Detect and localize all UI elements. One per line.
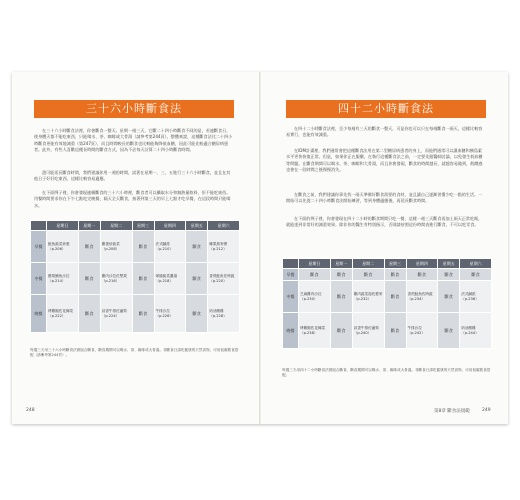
table-header: 星期三 — [384, 259, 406, 269]
table-header: 星期五 — [438, 259, 460, 269]
right-paragraph-1: 在四十二小時斷食法裡，至少每週有三天的斷食一整天，可是你也可以只在每週斷食一兩天，這樣比較容易實行，也能有效減重。 — [286, 126, 483, 138]
table-cell: 斷食 — [186, 231, 208, 263]
left-page-number: 248 — [26, 408, 35, 413]
table-cell: 斷食 — [352, 269, 384, 281]
book-gutter — [259, 72, 261, 424]
left-page — [12, 72, 256, 424]
table-row — [283, 281, 492, 313]
table-header: 星期六 — [460, 259, 492, 269]
table-row — [283, 313, 492, 349]
table-cell: 牛排沙拉（p.226） — [154, 295, 186, 333]
right-running-head: 第8章 斷食法規範 — [434, 409, 470, 414]
left-schedule-table — [30, 220, 240, 333]
table-cell: 奶油燉雞（p.228） — [208, 295, 240, 333]
table-cell: 斷食 — [330, 313, 352, 349]
table-cell: 斷食 — [460, 269, 492, 281]
table-header — [31, 221, 47, 231]
right-table-note: 每週三天用四十二小時斷食法做組合斷食，斷食期間可以喝水、茶、咖啡或大骨湯。非斷食日請吃健康的天然食物，可用低碳飲食搭配。 — [282, 368, 491, 378]
table-cell: 翠綠蔬菜濃湯（p.218） — [154, 263, 186, 295]
table-cell: 斷食 — [186, 295, 208, 333]
left-paragraph-3: 在下面例子裡，你會發現連續斷食的三十六小時裡，斷食者可以攝取水分和無熱量飲料，但不能吃東西。用餐時間要求你在下午七點吃完晚餐，隔天全天斷食，接著到第三天的早上七點才吃早餐，在這段時間只能喝水。 — [34, 190, 231, 208]
table-cell: 斷食 — [78, 295, 100, 333]
table-cell: 鮭魚蔬菜炒蛋（p.206） — [47, 231, 79, 263]
table-cell: 雞肉沙拉佐堅果（p.216） — [100, 263, 132, 295]
table-header: 星期四 — [154, 221, 186, 231]
right-title-banner: 四十二小時斷食法 — [286, 100, 486, 118]
table-header-row — [283, 259, 492, 269]
right-paragraph-2: 在IDM計畫裡，我們通常會把這種斷食法用在第二型糖尿病患者的身上，而他們通常可以讓血糖和胰島素水平更快恢復正常。但是，如果你正在服藥，在執行這種斷食法之前，一定要先跟醫師討論，以免發生低血糖等問題。在斷食期間可以喝水、茶、咖啡和大骨湯，而且你會發現，斷食的時間越長，就越容易做到，飢餓感也會在一段時間之後慢慢消失。 — [286, 148, 483, 173]
table-header: 星期三 — [132, 221, 154, 231]
table-header: 星期日 — [299, 259, 331, 269]
left-table-note: 每週三天用三十六小時斷食法做組合斷食，斷食期間可以喝水、茶、咖啡或大骨湯。非斷食日請吃健康的天然食物，可用低碳飲食搭配（請參考第244頁）。 — [30, 348, 239, 358]
table-header: 星期一 — [330, 259, 352, 269]
table-cell: 斷食 — [132, 231, 154, 263]
book-spread — [12, 72, 508, 424]
right-schedule-table — [282, 258, 492, 349]
meal-label: 晚餐 — [283, 313, 299, 349]
table-header: 星期日 — [47, 221, 79, 231]
table-cell: 斷食 — [299, 269, 331, 281]
table-cell: 雞蛋炒菠菜（p.208） — [100, 231, 132, 263]
table-cell: 蒜香牛排佐蘆筍（p.240） — [352, 313, 384, 349]
table-cell: 斷食 — [438, 313, 460, 349]
table-header: 星期二 — [100, 221, 132, 231]
table-header: 星期一 — [78, 221, 100, 231]
table-header: 星期四 — [406, 259, 438, 269]
table-cell: 斷食 — [78, 263, 100, 295]
table-cell: 斷食 — [330, 269, 352, 281]
right-paragraph-4: 在下面的例子裡，你會發現在四十二小時的斷食期間只吃一餐，這樣一週三天斷食再加上兩天正常吃飯，就能達到非常好的減重效果。除非你的醫生有特別指示，否則請按照這份時間表進行斷食，不可以吃零食。 — [286, 216, 483, 228]
meal-label: 中餐 — [31, 263, 47, 295]
table-cell: 烤雞腿佐花椰菜（p.222） — [47, 295, 79, 333]
table-cell: 斷食 — [406, 269, 438, 281]
meal-label: 晚餐 — [31, 295, 47, 333]
table-cell: 香煎鮭魚佐時蔬（p.220） — [208, 263, 240, 295]
table-cell: 法式鹹派（p.210） — [154, 231, 186, 263]
table-row — [283, 269, 492, 281]
table-cell: 斷食 — [132, 295, 154, 333]
table-header: 星期六 — [208, 221, 240, 231]
table-header: 星期五 — [186, 221, 208, 231]
right-page-number: 249 — [482, 408, 491, 413]
left-paragraph-2: 盡可能延長斷食時間，我們建議你用一週的時間，試著在星期一、三、五進行三十六小時斷食，並且在其他日子好好吃東西，這樣比較容易適應。 — [34, 170, 231, 182]
table-cell: 斷食 — [186, 263, 208, 295]
table-cell: 烤雞腿佐花椰菜（p.238） — [299, 313, 331, 349]
table-cell: 斷食 — [438, 269, 460, 281]
table-cell: 酪梨鮪魚沙拉（p.214） — [47, 263, 79, 295]
table-cell: 斷食 — [384, 269, 406, 281]
table-row — [31, 231, 240, 263]
table-cell: 斷食 — [330, 281, 352, 313]
table-cell: 香煎鮭魚佐時蔬（p.234） — [406, 281, 438, 313]
table-cell: 雞肉蔬菜湯佐藜麥（p.232） — [352, 281, 384, 313]
table-cell: 蒜香牛排佐蘆筍（p.224） — [100, 295, 132, 333]
meal-label: 中餐 — [283, 281, 299, 313]
table-cell: 椰果燕麥粥（p.212） — [208, 231, 240, 263]
table-header — [283, 259, 299, 269]
table-cell: 法式鹹派（p.236） — [460, 281, 492, 313]
table-cell: 斷食 — [438, 281, 460, 313]
table-header: 星期二 — [352, 259, 384, 269]
table-cell: 斷食 — [384, 313, 406, 349]
left-paragraph-1: 在三十六小時斷食法裡，你會斷食一整天。星期一週三天，它斷二十四小時斷食不同的是，若連斷食日，使身體天都不能吃東西，只能喝水、茶、咖啡或大骨湯（請參考第244頁）。整體來說，這種斷食法比二十四小時斷食更能有效地減重（第247頁），而且時間較長的斷食也比較能夠降低血糖，因此可能比較適合糖尿病患者。此外，有些人喜歡這種長時間的斷食方式，因為不必每天計算二十四小時斷食時間。 — [34, 128, 233, 153]
meal-label: 早餐 — [283, 269, 299, 281]
table-row — [31, 295, 240, 333]
table-cell: 斷食 — [384, 281, 406, 313]
table-cell: 芝麻雞肉沙拉（p.230） — [299, 281, 331, 313]
table-row — [31, 263, 240, 295]
right-page — [264, 72, 508, 424]
right-paragraph-3: 在斷食之前，我們建議你事先找一兩天準備好斷食需要的食材，並且讓自己逐漸習慣少吃一點的生活。一開始可以先從二十四小時斷食法開始練習，等到身體適應後，再延長斷食時間。 — [286, 192, 483, 204]
left-title-banner: 三十六小時斷食法 — [34, 100, 234, 118]
table-cell: 斷食 — [132, 263, 154, 295]
table-cell: 斷食 — [78, 231, 100, 263]
table-cell: 奶油燉雞（p.244） — [460, 313, 492, 349]
table-header-row — [31, 221, 240, 231]
table-cell: 牛排沙拉（p.242） — [406, 313, 438, 349]
meal-label: 早餐 — [31, 231, 47, 263]
